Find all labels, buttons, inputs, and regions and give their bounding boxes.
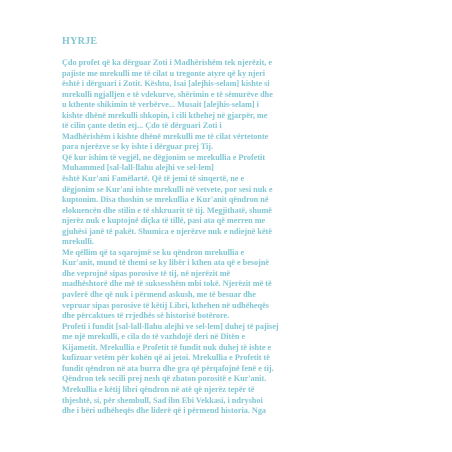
text-line: Qëndron tek secili prej nesh që zbaton porositë e Kur'anit.: [62, 374, 267, 384]
text-line: Që kur ishim të vegjël, ne dëgjonim se mrekullia e Profetit: [62, 152, 266, 162]
text-line: Muhammed [sal-lall-llahu alejhi ve sel-lem]: [62, 163, 214, 173]
text-line: thjeshtë, si, për shembull, Sad ibn Ebi Vekkasi, i ndryshoi: [62, 395, 263, 405]
text-line: dhe i bëri udhëheqës dhe liderë që i përmend historia. Nga: [62, 406, 267, 416]
text-line: vepruar sipas porosive të këtij Libri, kthehen në udhëheqës: [62, 300, 269, 310]
paragraph: [62, 322, 398, 417]
text-line: është i dërguari i Zotit. Kështu, Isai [alejhis-selam] kishte si: [62, 79, 270, 89]
text-line: para njerëzve se ky ishte i dërguar prej Tij.: [62, 142, 214, 152]
text-line: është Kur'ani Famëlartë. Që të jemi të sinqertë, ne e: [62, 174, 245, 184]
text-line: fundit qëndron në ata burra dhe gra që përqafojnë fenë e tij.: [62, 363, 274, 373]
text-line: Mrekullia e këtij libri qëndron në atë që njerëz tepër të: [62, 384, 255, 394]
text-line: elokuencën dhe stilin e të shkruarit të tij. Megjithatë, shumë: [62, 205, 272, 215]
text-line: Me qëllim që ta sqarojmë se ku qëndron mrekullia e: [62, 247, 245, 257]
text-line: madhështorë dhe më të suksesshëm mbi tokë. Njerëzit më të: [62, 279, 272, 289]
document-body: [62, 58, 398, 417]
text-line: Kur'anit, mund të themi se ky libër i kthen ata që e besojnë: [62, 258, 270, 268]
text-line: mrekulli ngjalljen e të vdekurve, shërimin e të sëmurëve dhe: [62, 89, 273, 99]
text-line: pajiste me mrekulli me të cilat u tregonte atyre që ky njeri: [62, 68, 266, 78]
text-line: Madhërishëm i kishte dhënë mrekulli me të cilat vërtetonte: [62, 131, 269, 141]
text-line: dëgjonim se Kur'ani ishte mrekulli në vetvete, por sesi nuk e: [62, 184, 273, 194]
text-line: dhe veprojnë sipas porosive të tij, në njerëzit më: [62, 268, 231, 278]
paragraph: [62, 248, 398, 322]
text-line: kuptonim. Disa thoshin se mrekullia e Kur'anit qëndron në: [62, 195, 269, 205]
text-line: gjuhësi janë të pakët. Shumica e njerëzve nuk e ndiejnë këtë: [62, 226, 272, 236]
text-line: njerëz nuk e kuptojnë diçka të tillë, pasi ata që merren me: [62, 216, 266, 226]
paragraph: [62, 58, 398, 248]
text-line: mrekulli.: [62, 237, 94, 247]
text-line: pavlerë dhe që nuk i përmend askush, me të besuar dhe: [62, 290, 256, 300]
text-line: kufizuar vetëm për kohën që ai jetoi. Mrekullia e Profetit të: [62, 353, 270, 363]
text-line: me një mrekulli, e cila do të vazhdojë deri në Ditën e: [62, 332, 246, 342]
text-line: të cilin çante detin etj... Çdo të dërguari Zoti i: [62, 121, 222, 131]
text-line: Profeti i fundit [sal-lall-llahu alejhi ve sel-lem] duhej të pajisej: [62, 321, 279, 331]
text-line: Kijametit. Mrekullia e Profetit të fundit nuk duhej të ishte e: [62, 342, 272, 352]
text-line: dhe përcaktues të rrjedhës së historisë botërore.: [62, 311, 230, 321]
document-page: [62, 36, 398, 417]
text-line: Çdo profet që ka dërguar Zoti i Madhërishëm tek njerëzit, e: [62, 58, 273, 67]
text-line: u kthente shikimin të verbërve... Musait [alejhis-selam] i: [62, 100, 259, 110]
page-heading: HYRJE: [62, 36, 98, 47]
text-line: kishte dhënë mrekulli shkopin, i cili kthehej në gjarpër, me: [62, 110, 268, 120]
